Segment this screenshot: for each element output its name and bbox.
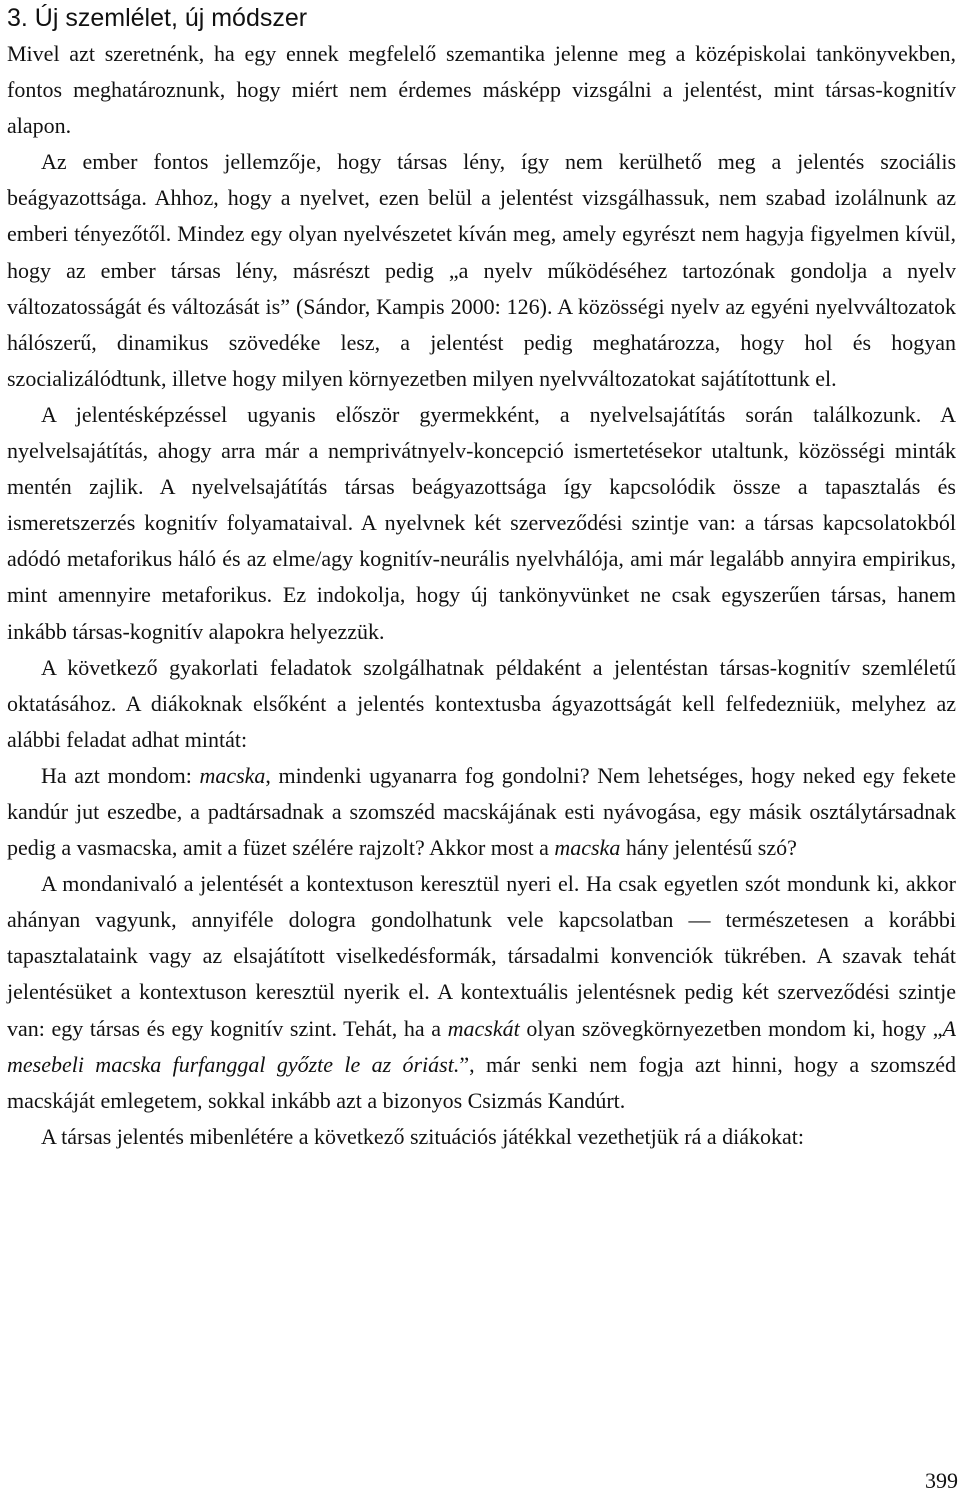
paragraph-3: A jelentésképzéssel ugyanis először gyermekként, a nyelvelsajátítás során találkozunk. A nyelvelsajátítás, ahogy arra már a nemprivátnyelv-koncepció ismertetésekor utaltunk, közösségi minták mentén zajlik. A nyelvelsajátítás társas beágyazottsága így kapcsolódik össze a tapasztalás és ismeretszerzés kognitív folyamataival. A nyelvnek két szerveződési szintje van: a társas kapcsolatokból adódó metaforikus háló és az elme/agy kognitív-neurális nyelvhálója, ami már legalább annyira empirikus, mint amennyire metaforikus. Ez indokolja, hogy új tankönyvünket ne csak egyszerűen társas, hanem inkább társas-kognitív alapokra helyezzük. [7, 401, 956, 644]
example-text-c: hány jelentésű szó? [620, 835, 797, 861]
example-text-b: , mindenki ugyanarra fog gondolni? Nem lehetséges, hogy neked egy fekete kandúr jut eszedbe, a padtársadnak a szomszéd macskájának esti nyávogása, egy másik osztálytársadnak pedig a vasmacska, amit a füzet szélére rajzolt? Akkor most a [7, 762, 956, 861]
paragraph-6-italic-quote: A mesebeli macska furfanggal győzte le az óriást. [7, 1015, 956, 1077]
paragraph-6-text-b: olyan szövegkörnyezetben mondom ki, hogy „ [519, 1015, 943, 1041]
paragraph-4: A következő gyakorlati feladatok szolgálhatnak példaként a jelentéstan társas-kognitív szemléletű oktatásához. A diákoknak elsőként a jelentés kontextusba ágyazottságát kell felfedezniük, melyhez az alábbi feladat adhat mintát: [7, 654, 956, 752]
example-paragraph [7, 758, 956, 866]
section-heading: 3. Új szemlélet, új módszer [7, 4, 308, 32]
example-italic-word-2: macska [554, 835, 621, 861]
paragraph-6-italic-word: macskát [447, 1015, 520, 1041]
paragraph-6-text-c: ”, már senki nem fogja azt hinni, hogy a szomszéd macskáját emlegetem, sokkal inkább azt a bizonyos Csizmás Kandúrt. [7, 1051, 956, 1113]
page-number: 399 [925, 1468, 958, 1493]
example-text-a: Ha azt mondom: [41, 762, 200, 788]
paragraph-6 [7, 866, 956, 1119]
paragraph-6-text-a: A mondanivaló a jelentését a kontextuson keresztül nyeri el. Ha csak egyetlen szót mondunk ki, akkor ahányan vagyunk, annyiféle dologra gondolhatunk vele kapcsolatban — természetesen a korábbi tapasztalataink vagy az elsajátított viselkedésformák, társadalmi konvenciók tükrében. A szavak tehát jelentésüket a kontextuson keresztül nyerik el. A kontextuális jelentésnek pedig két szerveződési szintje van: egy társas és egy kognitív szint. Tehát, ha a [7, 871, 956, 1041]
example-italic-word-1: macska [199, 762, 266, 788]
paragraph-7: A társas jelentés mibenlétére a következő szituációs játékkal vezethetjük rá a diákokat: [41, 1123, 804, 1149]
paragraph-1: Mivel azt szeretnénk, ha egy ennek megfelelő szemantika jelenne meg a középiskolai tankönyvekben, fontos meghatároznunk, hogy miért nem érdemes másképp vizsgálni a jelentést, mint társas-kognitív alapon. [7, 41, 956, 139]
document-page [7, 0, 956, 1155]
paragraph-2: Az ember fontos jellemzője, hogy társas lény, így nem kerülhető meg a jelentés szociális beágyazottsága. Ahhoz, hogy a nyelvet, ezen belül a jelentést vizsgálhassuk, nem szabad izolálnunk az emberi tényezőtől. Mindez egy olyan nyelvészetet kíván meg, amely egyrészt nem hagyja figyelmen kívül, hogy az ember társas lény, másrészt pedig „a nyelv működéséhez tartozónak gondolja a nyelv változatosságát és változását is” (Sándor, Kampis 2000: 126). A közösségi nyelv az egyéni nyelvváltozatok hálószerű, dinamikus szövedéke lesz, a jelentést pedig meghatározza, hogy hol és hogyan szocializálódtunk, illetve hogy milyen környezetben milyen nyelvváltozatokat sajátítottunk el. [7, 149, 956, 391]
